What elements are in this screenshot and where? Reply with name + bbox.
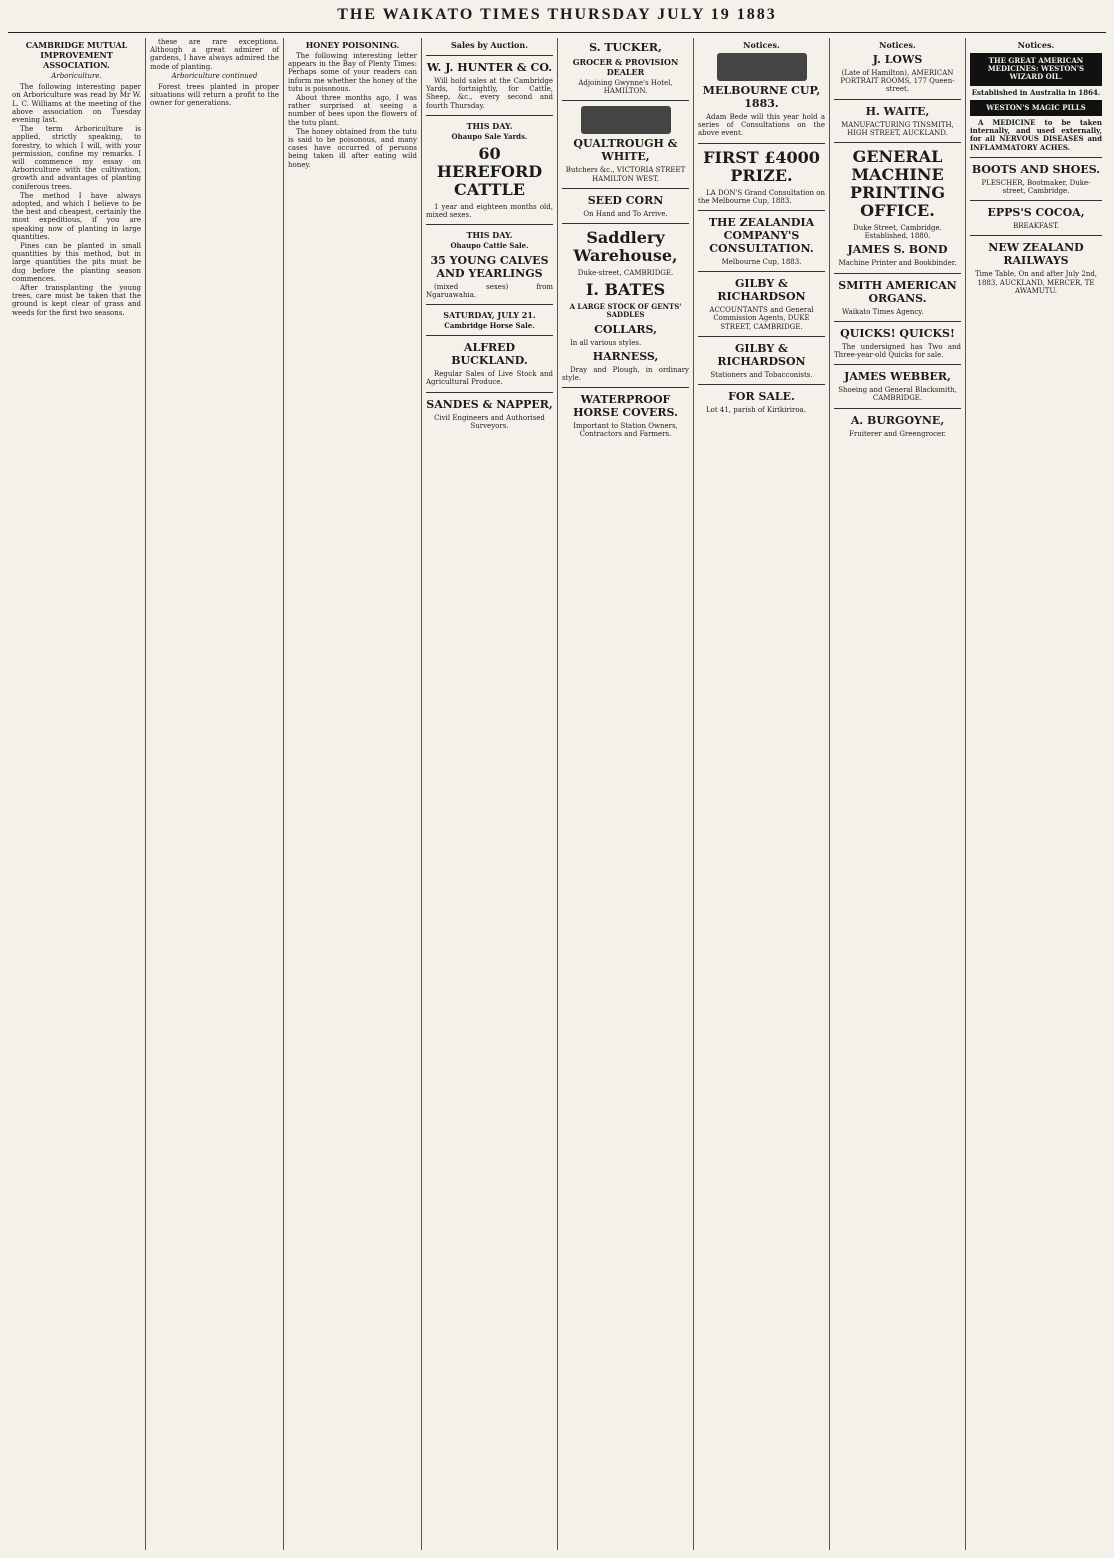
ad-text: Will hold sales at the Cambridge Yards, fortnightly, for Cattle, Sheep, &c., every second and fourth Thursday.: [426, 77, 553, 110]
ad-text: Waikato Times Agency.: [842, 307, 924, 316]
ad-text: Established in Australia in 1864.: [971, 87, 1101, 97]
ad-title: QUICKS! QUICKS!: [840, 326, 955, 340]
ad-title: SEED CORN: [587, 193, 664, 207]
ad-text: 1 year and eighteen months old, mixed sexes.: [426, 203, 553, 220]
ad-text: On Hand and To Arrive.: [583, 209, 668, 218]
ad-text: Regular Sales of Live Stock and Agricultural Produce.: [426, 370, 553, 387]
divider: [426, 304, 553, 305]
col7-heading: Notices.: [879, 40, 916, 50]
col1-paragraph: The method I have always adopted, and which I believe to be the best and cheapest, certainly the most expeditious, if you are speaking now of planting in large quantities.: [12, 191, 141, 241]
divider: [834, 273, 961, 274]
divider: [834, 142, 961, 143]
divider: [834, 321, 961, 322]
ad-text: Lot 41, parish of Kirikiriroa.: [706, 406, 806, 415]
ad-text: Ohaupo Sale Yards.: [451, 131, 528, 141]
ad-text: MANUFACTURING TINSMITH, HIGH STREET, AUCKLAND.: [841, 120, 954, 137]
ad-text: Machine Printer and Bookbinder.: [838, 259, 957, 268]
col6-heading: Notices.: [743, 40, 780, 50]
masthead-title: THE WAIKATO TIMES THURSDAY JULY 19 1883: [337, 6, 777, 23]
divider: [562, 100, 689, 101]
wizard-oil-ad: THE GREAT AMERICAN MEDICINES: WESTON'S WIZARD OIL.: [970, 53, 1102, 86]
ad-text: A MEDICINE to be taken internally, and used externally, for all NERVOUS DISEASES and INFLAMMATORY ACHES.: [970, 118, 1102, 152]
col3-heading: HONEY POISONING.: [305, 40, 400, 50]
ad-title: EPPS'S COCOA,: [987, 206, 1085, 220]
col1-subheading: Arboriculture.: [51, 72, 102, 80]
ad-text: Ohaupo Cattle Sale.: [450, 241, 529, 251]
divider: [562, 223, 689, 224]
divider: [970, 235, 1102, 236]
ad-title: COLLARS,: [594, 322, 657, 336]
newspaper-columns: [8, 38, 1106, 1550]
col4-heading: Sales by Auction.: [451, 40, 528, 50]
ad-text: PLESCHER, Bootmaker, Duke-street, Cambridge.: [981, 178, 1091, 196]
divider: [698, 336, 825, 337]
ad-title: SMITH AMERICAN ORGANS.: [838, 278, 957, 305]
ad-title: H. WAITE,: [865, 104, 930, 118]
horse-race-engraving: [717, 53, 807, 81]
ad-title: WATERPROOF HORSE COVERS.: [573, 393, 678, 420]
ad-text: Melbourne Cup, 1883.: [721, 258, 802, 267]
ad-text: Adjoining Gwynne's Hotel, HAMILTON.: [578, 79, 673, 96]
ad-title: GENERAL MACHINE PRINTING OFFICE.: [849, 147, 946, 221]
divider: [834, 408, 961, 409]
ad-title: NEW ZEALAND RAILWAYS: [988, 241, 1084, 268]
ad-title: ALFRED BUCKLAND.: [451, 341, 528, 368]
ad-text: Duke-street, CAMBRIDGE.: [577, 269, 674, 278]
ad-title: JAMES S. BOND: [847, 243, 948, 257]
col1-heading: CAMBRIDGE MUTUAL IMPROVEMENT ASSOCIATION.: [25, 40, 128, 70]
col2-subheading: Arboriculture continued: [171, 71, 258, 80]
col1-paragraph: After transplanting the young trees, care must be taken that the ground is kept clear of grass and weeds for the first two seasons.: [12, 284, 141, 317]
divider: [834, 99, 961, 100]
ad-text: ACCOUNTANTS and General Commission Agents, DUKE STREET, CAMBRIDGE.: [709, 306, 814, 331]
ad-text: Shoeing and General Blacksmith, CAMBRIDGE.: [838, 386, 957, 403]
magic-pills-ad: WESTON'S MAGIC PILLS: [970, 100, 1102, 116]
ad-text: BREAKFAST.: [1013, 222, 1059, 231]
ad-title: J. LOWS: [872, 53, 923, 66]
column-5: [558, 38, 694, 1550]
col8-heading: Notices.: [1017, 40, 1055, 50]
masthead: [0, 0, 1114, 30]
ad-title: A. BURGOYNE,: [850, 413, 945, 427]
top-rule: [8, 32, 1106, 33]
ad-title: I. BATES: [585, 280, 666, 300]
ad-title: 35 YOUNG CALVES AND YEARLINGS: [430, 253, 549, 280]
col2-paragraph: these are rare exceptions. Although a great admirer of gardens, I have always admired the mode of planting.: [150, 38, 279, 71]
column-6: [694, 38, 830, 1550]
ad-text: Butchers &c., VICTORIA STREET HAMILTON WEST.: [565, 166, 686, 183]
divider: [426, 392, 553, 393]
divider: [426, 115, 553, 116]
ad-title: JAMES WEBBER,: [844, 370, 951, 384]
ad-title: GILBY & RICHARDSON: [717, 341, 806, 368]
ad-text: Important to Station Owners, Contractors and Farmers.: [573, 422, 678, 439]
ad-text: In all various styles.: [570, 338, 642, 347]
column-1: [8, 38, 146, 1550]
column-4: [422, 38, 558, 1550]
column-7: [830, 38, 966, 1550]
ad-title: THIS DAY.: [466, 230, 513, 241]
col1-paragraph: The term Arboriculture is applied, strictly speaking, to forestry, to which I will, with your permission, confine my remarks. I will commence my essay on Arboriculture with the cultivation, growth and advantages of planting coniferous trees.: [12, 125, 141, 191]
column-2: [146, 38, 284, 1550]
ad-text: (mixed sexes) from Ngaruawahia.: [426, 282, 553, 299]
ad-text: Fruiterer and Greengrocer.: [849, 429, 946, 438]
ad-title: FOR SALE.: [728, 390, 795, 404]
col5-heading: S. TUCKER,: [589, 41, 662, 54]
col2-paragraph: Forest trees planted in proper situations will return a profit to the owner for generations.: [150, 83, 279, 108]
divider: [834, 364, 961, 365]
cattle-engraving: [581, 106, 671, 134]
ad-title: Saddlery Warehouse,: [573, 228, 678, 266]
ad-title: GROCER & PROVISION DEALER: [572, 57, 679, 77]
ad-title: GILBY & RICHARDSON: [717, 277, 806, 304]
ad-text: Adam Bede will this year hold a series of Consultations on the above event.: [698, 113, 825, 138]
ad-title: QUALTROUGH & WHITE,: [573, 137, 678, 164]
divider: [562, 387, 689, 388]
col3-paragraph: The honey obtained from the tutu is said to be poisonous, and many cases have occurred of persons being taken ill after eating wild honey.: [288, 127, 417, 169]
ad-text: Dray and Plough, in ordinary style.: [562, 365, 689, 383]
divider: [426, 224, 553, 225]
col3-paragraph: The following interesting letter appears in the Bay of Plenty Times: Perhaps some of your readers can inform me whether the honey of the tutu is poisonous.: [288, 52, 417, 93]
ad-title: 60 HEREFORD CATTLE: [436, 144, 543, 200]
divider: [698, 143, 825, 144]
divider: [970, 200, 1102, 201]
divider: [562, 188, 689, 189]
column-8: [966, 38, 1106, 1550]
ad-text: A LARGE STOCK OF GENTS' SADDLES: [569, 302, 682, 320]
ad-text: Time Table, On and after July 2nd, 1883, AUCKLAND, MERCER, TE AWAMUTU.: [974, 270, 1098, 295]
divider: [970, 157, 1102, 158]
ad-text: The undersigned has Two and Three-year-old Quicks for sale.: [834, 342, 961, 360]
column-3: [284, 38, 422, 1550]
ad-title: SATURDAY, JULY 21.: [443, 310, 536, 321]
ad-title: FIRST £4000 PRIZE.: [703, 147, 820, 185]
col3-paragraph: About three months ago, I was rather surprised at seeing a number of bees upon the flowers of the tutu plant.: [288, 94, 417, 127]
ad-text: Duke Street, Cambridge. Established, 1880.: [853, 224, 942, 241]
ad-title: SANDES & NAPPER,: [426, 397, 553, 411]
ad-text: (Late of Hamilton), AMERICAN PORTRAIT ROOMS, 177 Queen-street.: [840, 69, 955, 94]
ad-text: Civil Engineers and Authorised Surveyors.: [434, 413, 545, 430]
ad-title: W. J. HUNTER & CO.: [426, 61, 553, 74]
col1-paragraph: Pines can be planted in small quantities by this method, but in large quantities the pits must be dug before the planting season commences.: [12, 242, 141, 283]
ad-text: Cambridge Horse Sale.: [444, 321, 535, 331]
divider: [698, 384, 825, 385]
ad-title: BOOTS AND SHOES.: [971, 162, 1101, 176]
ad-title: THIS DAY.: [466, 120, 513, 131]
ad-title: MELBOURNE CUP, 1883.: [702, 84, 821, 110]
divider: [426, 335, 553, 336]
ad-text: LA DON'S Grand Consultation on the Melbourne Cup, 1883.: [698, 188, 825, 205]
divider: [426, 55, 553, 56]
divider: [698, 271, 825, 272]
col1-paragraph: The following interesting paper on Arboriculture was read by Mr W. L. C. Williams at the meeting of the above association on Tuesday evening last.: [12, 83, 141, 125]
divider: [698, 210, 825, 211]
ad-text: Stationers and Tobacconists.: [710, 370, 813, 379]
ad-title: THE ZEALANDIA COMPANY'S CONSULTATION.: [708, 216, 815, 256]
ad-title: HARNESS,: [592, 349, 659, 363]
